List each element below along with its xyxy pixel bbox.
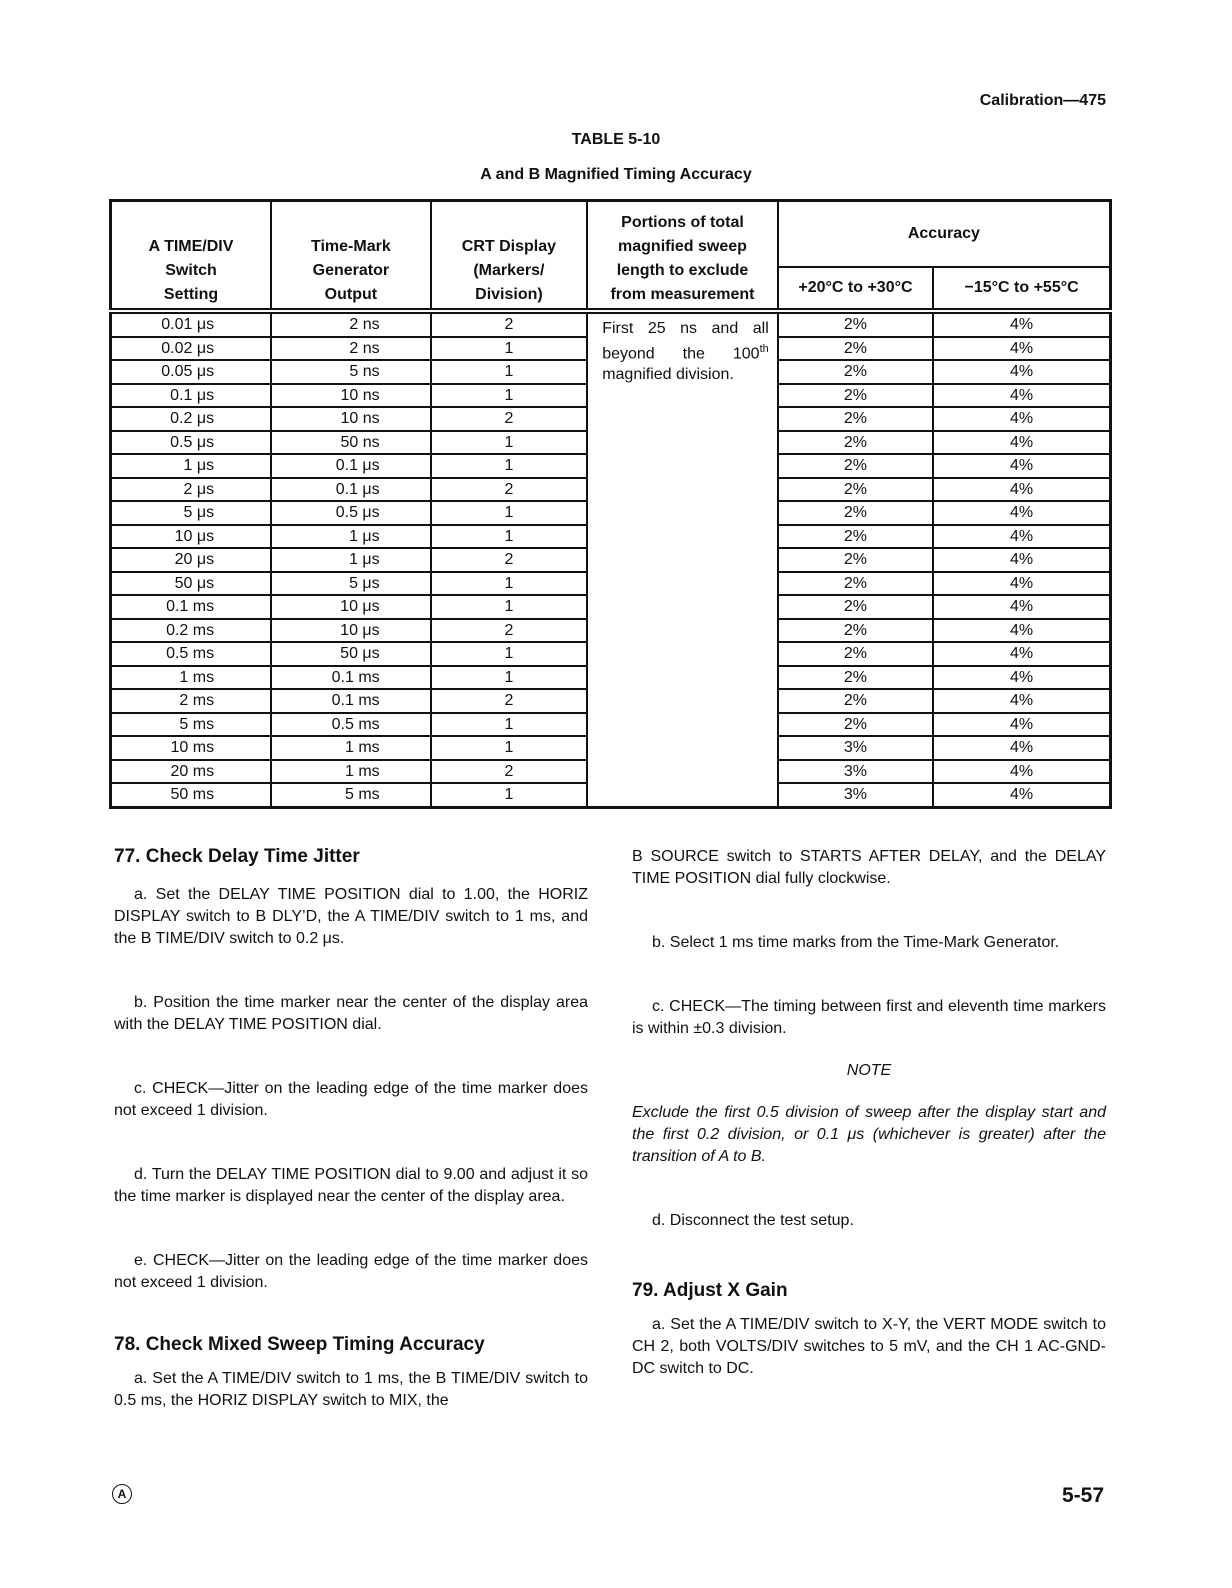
- cell-markers-per-division: 2: [431, 548, 588, 572]
- cell-switch-setting: 1 ms: [111, 666, 272, 690]
- cell-generator-output: 2 ns: [271, 311, 431, 337]
- step-78-c: c. CHECK—The timing between first and eleventh time markers is within ±0.3 division.: [632, 998, 1106, 1037]
- cell-accuracy-extended-temp: 4%: [933, 360, 1110, 384]
- cell-accuracy-room-temp: 2%: [778, 360, 933, 384]
- cell-generator-output: 2 ns: [271, 337, 431, 361]
- cell-accuracy-extended-temp: 4%: [933, 666, 1110, 690]
- header-accuracy-room-temp: +20°C to +30°C: [778, 267, 933, 311]
- cell-accuracy-room-temp: 3%: [778, 760, 933, 784]
- step-78-heading: 78. Check Mixed Sweep Timing Accuracy: [114, 1334, 485, 1355]
- cell-generator-output: 50 ns: [271, 431, 431, 455]
- header-crt-display: CRT Display (Markers/ Division): [431, 201, 588, 312]
- cell-switch-setting: 50 μs: [111, 572, 272, 596]
- cell-switch-setting: 0.2 ms: [111, 619, 272, 643]
- cell-markers-per-division: 2: [431, 407, 588, 431]
- cell-switch-setting: 0.05 μs: [111, 360, 272, 384]
- right-column: [632, 846, 1106, 1380]
- cell-accuracy-room-temp: 2%: [778, 525, 933, 549]
- cell-generator-output: 5 ms: [271, 783, 431, 807]
- cell-accuracy-room-temp: 2%: [778, 689, 933, 713]
- cell-generator-output: 5 μs: [271, 572, 431, 596]
- cell-switch-setting: 0.5 μs: [111, 431, 272, 455]
- cell-markers-per-division: 2: [431, 619, 588, 643]
- table-subtitle: A and B Magnified Timing Accuracy: [480, 166, 752, 183]
- cell-switch-setting: 20 ms: [111, 760, 272, 784]
- cell-generator-output: 10 μs: [271, 619, 431, 643]
- cell-markers-per-division: 2: [431, 311, 588, 337]
- step-77-b: b. Position the time marker near the center of the display area with the DELAY TIME POSITION dial.: [114, 994, 588, 1033]
- cell-markers-per-division: 2: [431, 478, 588, 502]
- cell-markers-per-division: 1: [431, 525, 588, 549]
- cell-switch-setting: 2 ms: [111, 689, 272, 713]
- cell-accuracy-extended-temp: 4%: [933, 760, 1110, 784]
- cell-accuracy-extended-temp: 4%: [933, 619, 1110, 643]
- cell-generator-output: 0.1 μs: [271, 454, 431, 478]
- step-78-b: b. Select 1 ms time marks from the Time-Mark Generator.: [652, 934, 1060, 951]
- cell-accuracy-extended-temp: 4%: [933, 642, 1110, 666]
- cell-generator-output: 1 μs: [271, 525, 431, 549]
- table-title: TABLE 5-10: [571, 131, 661, 148]
- cell-accuracy-room-temp: 2%: [778, 431, 933, 455]
- cell-accuracy-room-temp: 2%: [778, 384, 933, 408]
- cell-markers-per-division: 1: [431, 360, 588, 384]
- cell-accuracy-room-temp: 2%: [778, 337, 933, 361]
- left-column: [114, 846, 588, 1412]
- cell-switch-setting: 10 μs: [111, 525, 272, 549]
- cell-accuracy-room-temp: 2%: [778, 595, 933, 619]
- cell-generator-output: 10 μs: [271, 595, 431, 619]
- header-accuracy-extended-temp: −15°C to +55°C: [933, 267, 1110, 311]
- step-77-heading: 77. Check Delay Time Jitter: [114, 846, 360, 867]
- cell-accuracy-extended-temp: 4%: [933, 525, 1110, 549]
- cell-switch-setting: 5 μs: [111, 501, 272, 525]
- cell-generator-output: 50 μs: [271, 642, 431, 666]
- cell-markers-per-division: 1: [431, 572, 588, 596]
- note-title: NOTE: [846, 1062, 892, 1079]
- header-switch-setting: A TIME/DIV Switch Setting: [111, 201, 272, 312]
- step-78-a: a. Set the A TIME/DIV switch to 1 ms, the B TIME/DIV switch to 0.5 ms, the HORIZ DISPLAY switch to MIX, the: [114, 1370, 588, 1409]
- cell-generator-output: 0.1 ms: [271, 666, 431, 690]
- cell-generator-output: 10 ns: [271, 407, 431, 431]
- cell-markers-per-division: 1: [431, 501, 588, 525]
- cell-accuracy-room-temp: 3%: [778, 736, 933, 760]
- cell-accuracy-extended-temp: 4%: [933, 478, 1110, 502]
- cell-accuracy-room-temp: 3%: [778, 783, 933, 807]
- table-row: [111, 311, 1111, 337]
- cell-markers-per-division: 1: [431, 713, 588, 737]
- cell-accuracy-room-temp: 2%: [778, 642, 933, 666]
- cell-switch-setting: 0.1 μs: [111, 384, 272, 408]
- cell-accuracy-room-temp: 2%: [778, 478, 933, 502]
- cell-accuracy-room-temp: 2%: [778, 548, 933, 572]
- cell-markers-per-division: 1: [431, 666, 588, 690]
- step-79-a: a. Set the A TIME/DIV switch to X-Y, the VERT MODE switch to CH 2, both VOLTS/DIV switches to 5 mV, and the CH 1 AC-GND-DC switch to DC.: [632, 1316, 1106, 1377]
- cell-switch-setting: 5 ms: [111, 713, 272, 737]
- header-exclusion: Portions of total magnified sweep length to exclude from measurement: [587, 201, 778, 312]
- cell-switch-setting: 0.2 μs: [111, 407, 272, 431]
- cell-markers-per-division: 1: [431, 642, 588, 666]
- cell-generator-output: 0.1 ms: [271, 689, 431, 713]
- cell-generator-output: 1 ms: [271, 736, 431, 760]
- step-78-a-continued: B SOURCE switch to STARTS AFTER DELAY, and the DELAY TIME POSITION dial fully clockwise.: [632, 848, 1106, 887]
- cell-accuracy-room-temp: 2%: [778, 311, 933, 337]
- cell-accuracy-extended-temp: 4%: [933, 713, 1110, 737]
- page-number: 5-57: [1061, 1484, 1104, 1507]
- cell-switch-setting: 0.02 μs: [111, 337, 272, 361]
- cell-accuracy-extended-temp: 4%: [933, 572, 1110, 596]
- step-79-heading: 79. Adjust X Gain: [632, 1280, 788, 1301]
- cell-generator-output: 1 μs: [271, 548, 431, 572]
- cell-accuracy-room-temp: 2%: [778, 666, 933, 690]
- cell-markers-per-division: 2: [431, 760, 588, 784]
- header-generator-output: Time-Mark Generator Output: [271, 201, 431, 312]
- cell-generator-output: 10 ns: [271, 384, 431, 408]
- cell-markers-per-division: 2: [431, 689, 588, 713]
- cell-switch-setting: 2 μs: [111, 478, 272, 502]
- step-77-d: d. Turn the DELAY TIME POSITION dial to 9.00 and adjust it so the time marker is displayed near the center of the display area.: [114, 1166, 588, 1205]
- cell-accuracy-room-temp: 2%: [778, 454, 933, 478]
- cell-switch-setting: 50 ms: [111, 783, 272, 807]
- cell-accuracy-extended-temp: 4%: [933, 384, 1110, 408]
- cell-accuracy-room-temp: 2%: [778, 619, 933, 643]
- cell-markers-per-division: 1: [431, 337, 588, 361]
- cell-accuracy-room-temp: 2%: [778, 713, 933, 737]
- cell-accuracy-extended-temp: 4%: [933, 595, 1110, 619]
- cell-markers-per-division: 1: [431, 783, 588, 807]
- cell-accuracy-extended-temp: 4%: [933, 501, 1110, 525]
- cell-accuracy-room-temp: 2%: [778, 407, 933, 431]
- cell-switch-setting: 0.5 ms: [111, 642, 272, 666]
- cell-accuracy-extended-temp: 4%: [933, 431, 1110, 455]
- cell-markers-per-division: 1: [431, 595, 588, 619]
- cell-accuracy-extended-temp: 4%: [933, 783, 1110, 807]
- cell-accuracy-extended-temp: 4%: [933, 311, 1110, 337]
- cell-accuracy-room-temp: 2%: [778, 572, 933, 596]
- step-78-d: d. Disconnect the test setup.: [652, 1212, 854, 1229]
- revision-mark: A: [112, 1484, 132, 1504]
- cell-generator-output: 1 ms: [271, 760, 431, 784]
- cell-markers-per-division: 1: [431, 431, 588, 455]
- step-77-a: a. Set the DELAY TIME POSITION dial to 1.00, the HORIZ DISPLAY switch to B DLY’D, the A TIME/DIV switch to 1 ms, and the B TIME/DIV switch to 0.2 μs.: [114, 886, 588, 947]
- cell-switch-setting: 0.1 ms: [111, 595, 272, 619]
- cell-switch-setting: 10 ms: [111, 736, 272, 760]
- cell-accuracy-extended-temp: 4%: [933, 454, 1110, 478]
- cell-markers-per-division: 1: [431, 736, 588, 760]
- cell-markers-per-division: 1: [431, 454, 588, 478]
- cell-switch-setting: 1 μs: [111, 454, 272, 478]
- cell-accuracy-extended-temp: 4%: [933, 689, 1110, 713]
- note-text: Exclude the first 0.5 division of sweep after the display start and the first 0.2 division, or 0.1 μs (whichever is greater) after the transition of A to B.: [632, 1104, 1106, 1165]
- cell-generator-output: 5 ns: [271, 360, 431, 384]
- cell-switch-setting: 20 μs: [111, 548, 272, 572]
- cell-generator-output: 0.1 μs: [271, 478, 431, 502]
- timing-accuracy-table: [109, 199, 1112, 809]
- running-head: Calibration—475: [979, 92, 1106, 109]
- cell-accuracy-room-temp: 2%: [778, 501, 933, 525]
- cell-generator-output: 0.5 ms: [271, 713, 431, 737]
- cell-accuracy-extended-temp: 4%: [933, 407, 1110, 431]
- cell-accuracy-extended-temp: 4%: [933, 548, 1110, 572]
- cell-markers-per-division: 1: [431, 384, 588, 408]
- step-77-e: e. CHECK—Jitter on the leading edge of the time marker does not exceed 1 division.: [114, 1252, 588, 1291]
- step-77-c: c. CHECK—Jitter on the leading edge of the time marker does not exceed 1 division.: [114, 1080, 588, 1119]
- cell-accuracy-extended-temp: 4%: [933, 337, 1110, 361]
- cell-generator-output: 0.5 μs: [271, 501, 431, 525]
- header-accuracy: Accuracy: [778, 201, 1111, 268]
- cell-accuracy-extended-temp: 4%: [933, 736, 1110, 760]
- cell-switch-setting: 0.01 μs: [111, 311, 272, 337]
- cell-exclusion-note: First 25 ns and all beyond the 100th magnified division.: [587, 311, 778, 807]
